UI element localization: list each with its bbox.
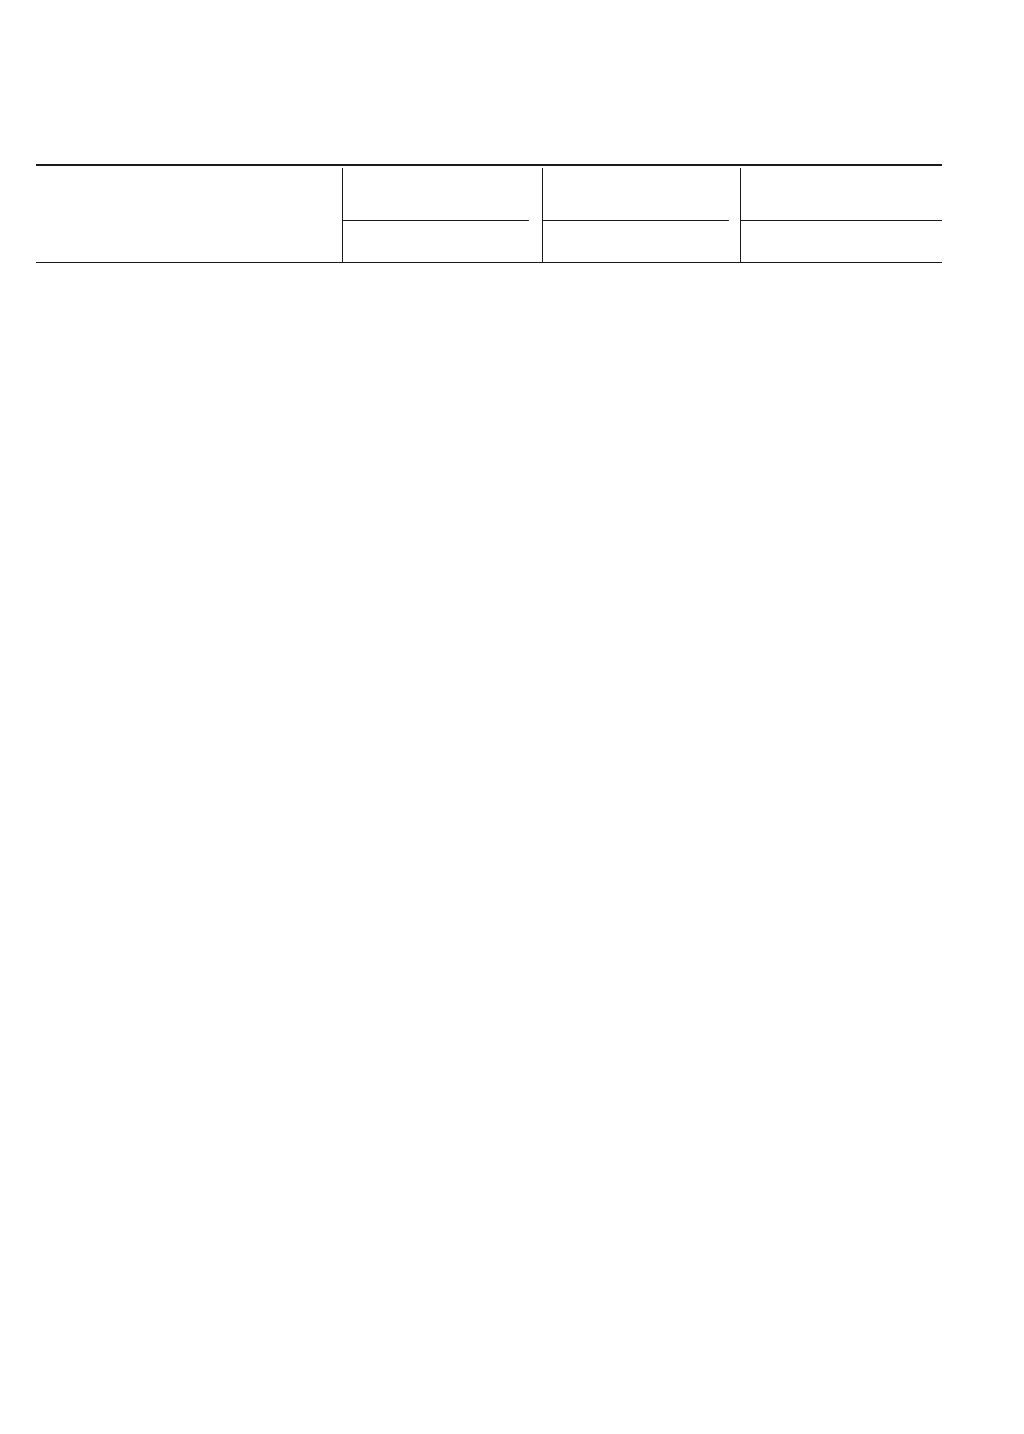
top-rule: [36, 164, 942, 166]
column-divider: [740, 168, 741, 262]
group1-underline: [343, 220, 529, 221]
column-divider: [342, 168, 343, 262]
column-divider: [542, 168, 543, 262]
group3-underline: [741, 220, 942, 221]
group2-underline: [543, 220, 729, 221]
header-bottom-rule: [36, 262, 942, 263]
